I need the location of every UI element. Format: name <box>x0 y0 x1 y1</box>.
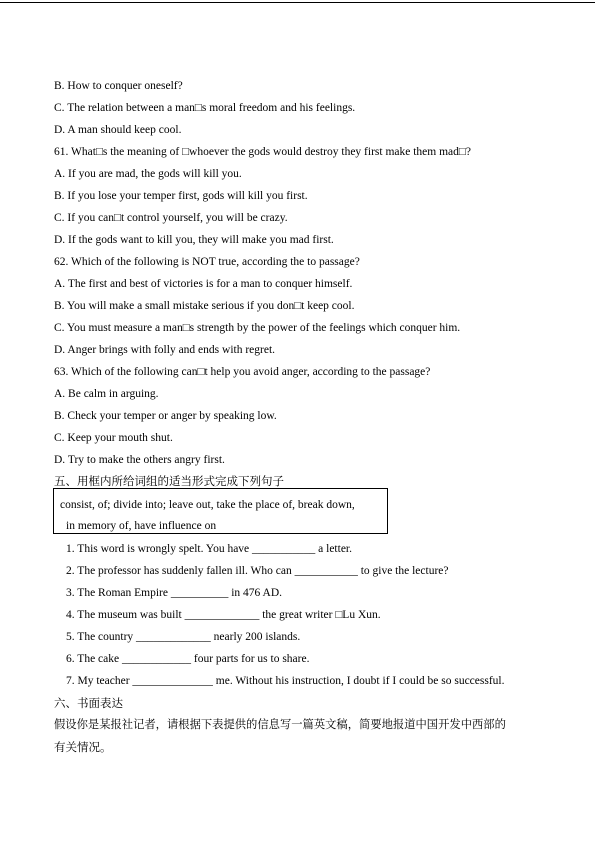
phrase-box-line-1: consist, of; divide into; leave out, take the place of, break down, <box>60 499 355 511</box>
fill-item-6: 6. The cake ____________ four parts for us to share. <box>66 653 310 665</box>
section-5-heading: 五、用框内所给词组的适当形式完成下列句子 <box>54 474 284 488</box>
fill-item-5: 5. The country _____________ nearly 200 islands. <box>66 631 301 643</box>
fill-item-4: 4. The museum was built _____________ the great writer □Lu Xun. <box>66 609 381 621</box>
q63-option-d: D. Try to make the others angry first. <box>54 454 225 466</box>
phrase-box-line-2: in memory of, have influence on <box>66 520 217 532</box>
q61-option-a: A. If you are mad, the gods will kill you. <box>54 168 242 180</box>
writing-prompt-line-2: 有关情况。 <box>54 740 112 754</box>
q62-option-d: D. Anger brings with folly and ends with regret. <box>54 344 276 356</box>
question-61: 61. What□s the meaning of □whoever the gods would destroy they first make them mad□? <box>54 146 471 158</box>
q62-option-a: A. The first and best of victories is for a man to conquer himself. <box>54 278 353 290</box>
option-d: D. A man should keep cool. <box>54 124 182 136</box>
fill-item-2: 2. The professor has suddenly fallen ill. Who can ___________ to give the lecture? <box>66 565 449 577</box>
option-b: B. How to conquer oneself? <box>54 80 183 92</box>
phrase-box <box>53 488 388 534</box>
top-rule <box>0 2 595 3</box>
q63-option-a: A. Be calm in arguing. <box>54 388 159 400</box>
fill-item-3: 3. The Roman Empire __________ in 476 AD. <box>66 587 283 599</box>
section-6-heading: 六、书面表达 <box>54 696 123 710</box>
q63-option-b: B. Check your temper or anger by speaking low. <box>54 410 277 422</box>
fill-item-7: 7. My teacher ______________ me. Without his instruction, I doubt if I could be so successful. <box>66 675 505 687</box>
writing-prompt-line-1: 假设你是某报社记者，请根据下表提供的信息写一篇英文稿，简要地报道中国开发中西部的 <box>54 718 506 731</box>
q62-option-b: B. You will make a small mistake serious if you don□t keep cool. <box>54 300 355 312</box>
q63-option-c: C. Keep your mouth shut. <box>54 432 173 444</box>
option-c: C. The relation between a man□s moral freedom and his feelings. <box>54 102 356 114</box>
q61-option-d: D. If the gods want to kill you, they will make you mad first. <box>54 234 334 246</box>
q61-option-c: C. If you can□t control yourself, you will be crazy. <box>54 212 288 224</box>
q61-option-b: B. If you lose your temper first, gods will kill you first. <box>54 190 308 202</box>
question-62: 62. Which of the following is NOT true, according the to passage? <box>54 256 360 268</box>
question-63: 63. Which of the following can□t help you avoid anger, according to the passage? <box>54 366 431 378</box>
fill-item-1: 1. This word is wrongly spelt. You have ___________ a letter. <box>66 543 352 555</box>
q62-option-c: C. You must measure a man□s strength by the power of the feelings which conquer him. <box>54 322 461 334</box>
